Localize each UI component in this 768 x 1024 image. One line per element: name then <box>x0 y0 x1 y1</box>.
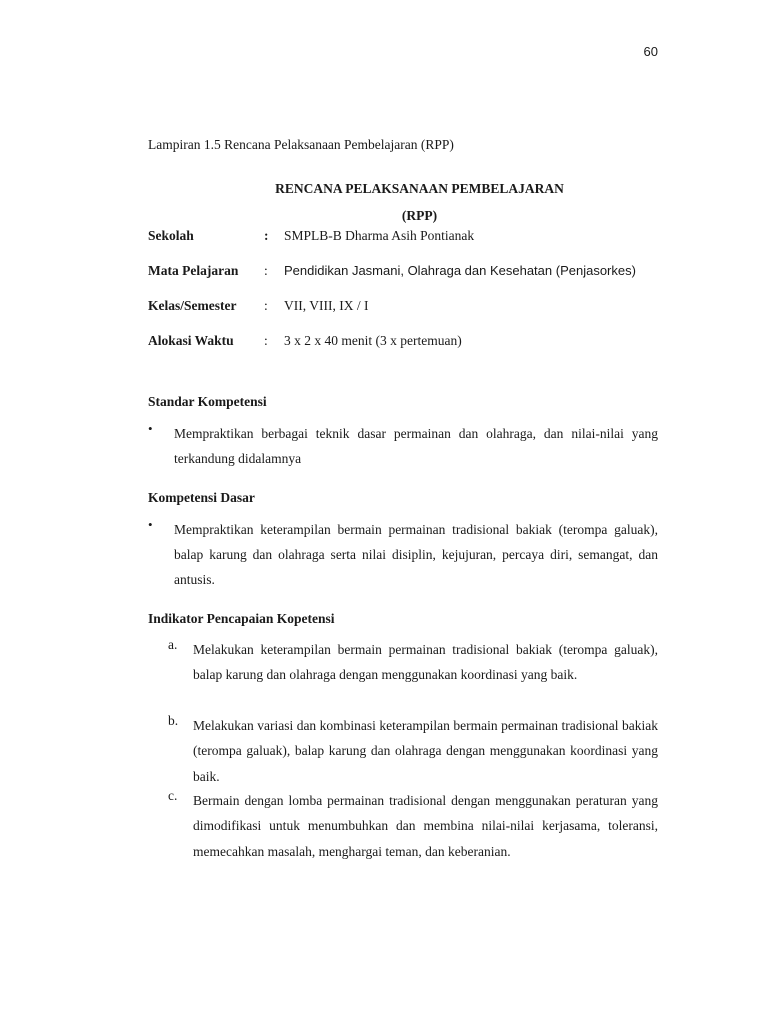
standar-kompetensi-text: Mempraktikan berbagai teknik dasar permainan dan olahraga, dan nilai-nilai yang terkandung didalamnya <box>174 426 658 466</box>
document-title <box>148 175 691 229</box>
meta-row-sekolah <box>148 228 668 248</box>
kompetensi-dasar-heading: Kompetensi Dasar <box>148 490 255 505</box>
meta-label: Alokasi Waktu <box>148 333 234 348</box>
meta-row-alokasi-waktu <box>148 333 668 353</box>
meta-value: SMPLB-B Dharma Asih Pontianak <box>284 228 475 243</box>
meta-colon: : <box>264 228 269 243</box>
standar-kompetensi-item <box>148 421 658 471</box>
meta-label: Sekolah <box>148 228 194 243</box>
meta-colon: : <box>264 298 268 313</box>
meta-colon: : <box>264 263 268 278</box>
list-marker: c. <box>168 788 178 803</box>
document-title-line-1: RENCANA PELAKSANAAN PEMBELAJARAN <box>275 181 564 196</box>
indikator-heading: Indikator Pencapaian Kopetensi <box>148 611 335 626</box>
indikator-item-b <box>168 713 658 789</box>
page-number: 60 <box>643 44 658 59</box>
document-title-line-2: (RPP) <box>401 208 438 223</box>
meta-colon: : <box>264 333 268 348</box>
indikator-text: Melakukan keterampilan bermain permainan tradisional bakiak (terompa galuak), balap karung dan olahraga dengan menggunakan koordinasi yang baik. <box>193 642 658 683</box>
standar-kompetensi-heading: Standar Kompetensi <box>148 394 267 409</box>
bullet-icon: • <box>148 421 153 436</box>
indikator-text: Bermain dengan lomba permainan tradisional dengan menggunakan peraturan yang dimodifikasi untuk menumbuhkan dan membina nilai-nilai kerjasama, toleransi, memecahkan masalah, menghargai teman, dan keberanian. <box>193 793 658 859</box>
kompetensi-dasar-text: Mempraktikan keterampilan bermain permainan tradisional bakiak (terompa galuak), balap karung dan olahraga serta nilai disiplin, kejujuran, percaya diri, semangat, dan antusis. <box>174 522 658 587</box>
list-marker: b. <box>168 713 179 728</box>
meta-value: 3 x 2 x 40 menit (3 x pertemuan) <box>284 333 462 348</box>
meta-row-kelas-semester <box>148 298 668 318</box>
meta-label: Mata Pelajaran <box>148 263 239 278</box>
bullet-icon: • <box>148 517 153 532</box>
meta-row-mata-pelajaran <box>148 263 668 283</box>
list-marker: a. <box>168 637 178 652</box>
indikator-text: Melakukan variasi dan kombinasi keterampilan bermain permainan tradisional bakiak (terompa galuak), balap karung dan olahraga dengan menggunakan koordinasi yang baik. <box>193 718 658 784</box>
meta-label: Kelas/Semester <box>148 298 237 313</box>
appendix-caption: Lampiran 1.5 Rencana Pelaksanaan Pembelajaran (RPP) <box>148 137 454 152</box>
kompetensi-dasar-item <box>148 517 658 592</box>
meta-value: Pendidikan Jasmani, Olahraga dan Kesehatan (Penjasorkes) <box>284 263 636 278</box>
meta-value: VII, VIII, IX / I <box>284 298 369 313</box>
indikator-item-c <box>168 788 658 864</box>
indikator-item-a <box>168 637 658 688</box>
